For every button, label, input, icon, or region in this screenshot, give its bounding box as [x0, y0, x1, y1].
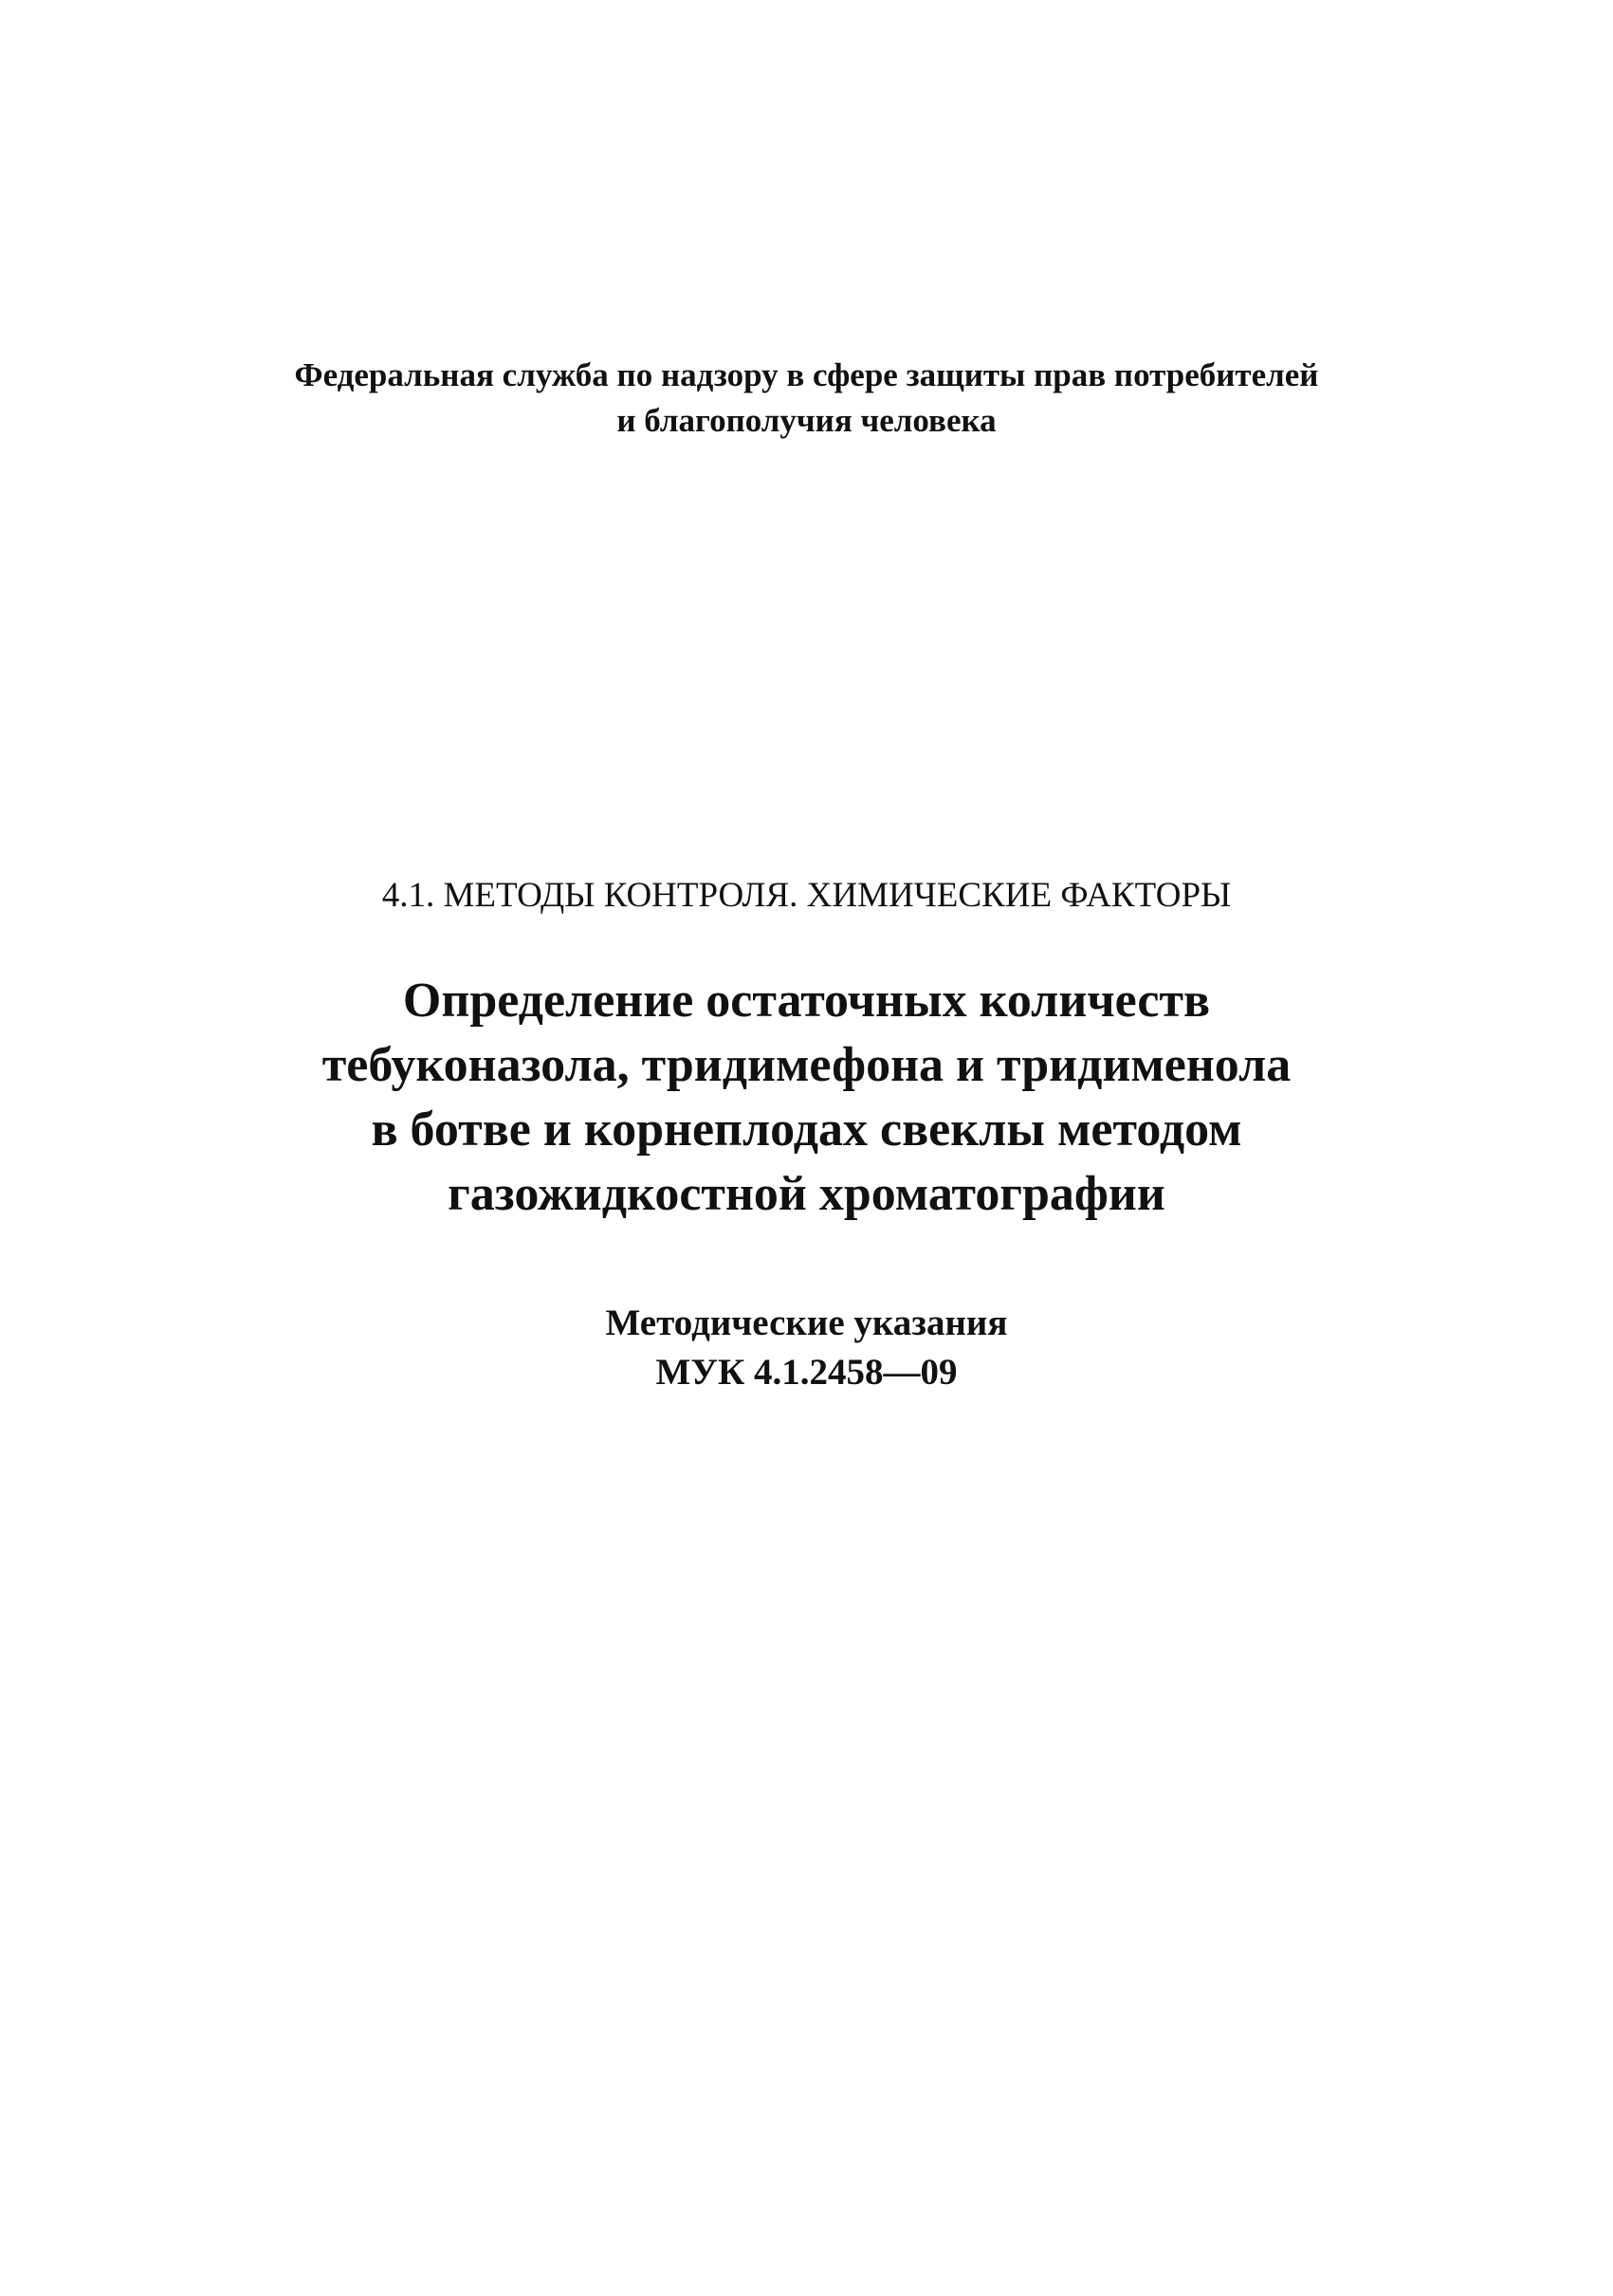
section-heading: 4.1. МЕТОДЫ КОНТРОЛЯ. ХИМИЧЕСКИЕ ФАКТОРЫ — [381, 876, 1232, 915]
document-title — [0, 969, 1613, 1227]
agency-name-line-2: и благополучия человека — [616, 402, 997, 439]
document-code: МУК 4.1.2458—09 — [655, 1352, 958, 1393]
title-line-2: тебуконазола, тридимефона и тридименола — [321, 1038, 1292, 1092]
issuing-agency — [0, 353, 1613, 444]
document-designation — [0, 1299, 1613, 1397]
agency-name-line-1: Федеральная служба по надзору в сфере защиты прав потребителей — [294, 356, 1319, 393]
title-line-4: газожидкостной хроматографии — [448, 1167, 1165, 1221]
title-line-3: в ботве и корнеплодах свеклы методом — [371, 1102, 1242, 1157]
document-type: Методические указания — [605, 1303, 1008, 1343]
title-line-1: Определение остаточных количеств — [402, 974, 1211, 1028]
